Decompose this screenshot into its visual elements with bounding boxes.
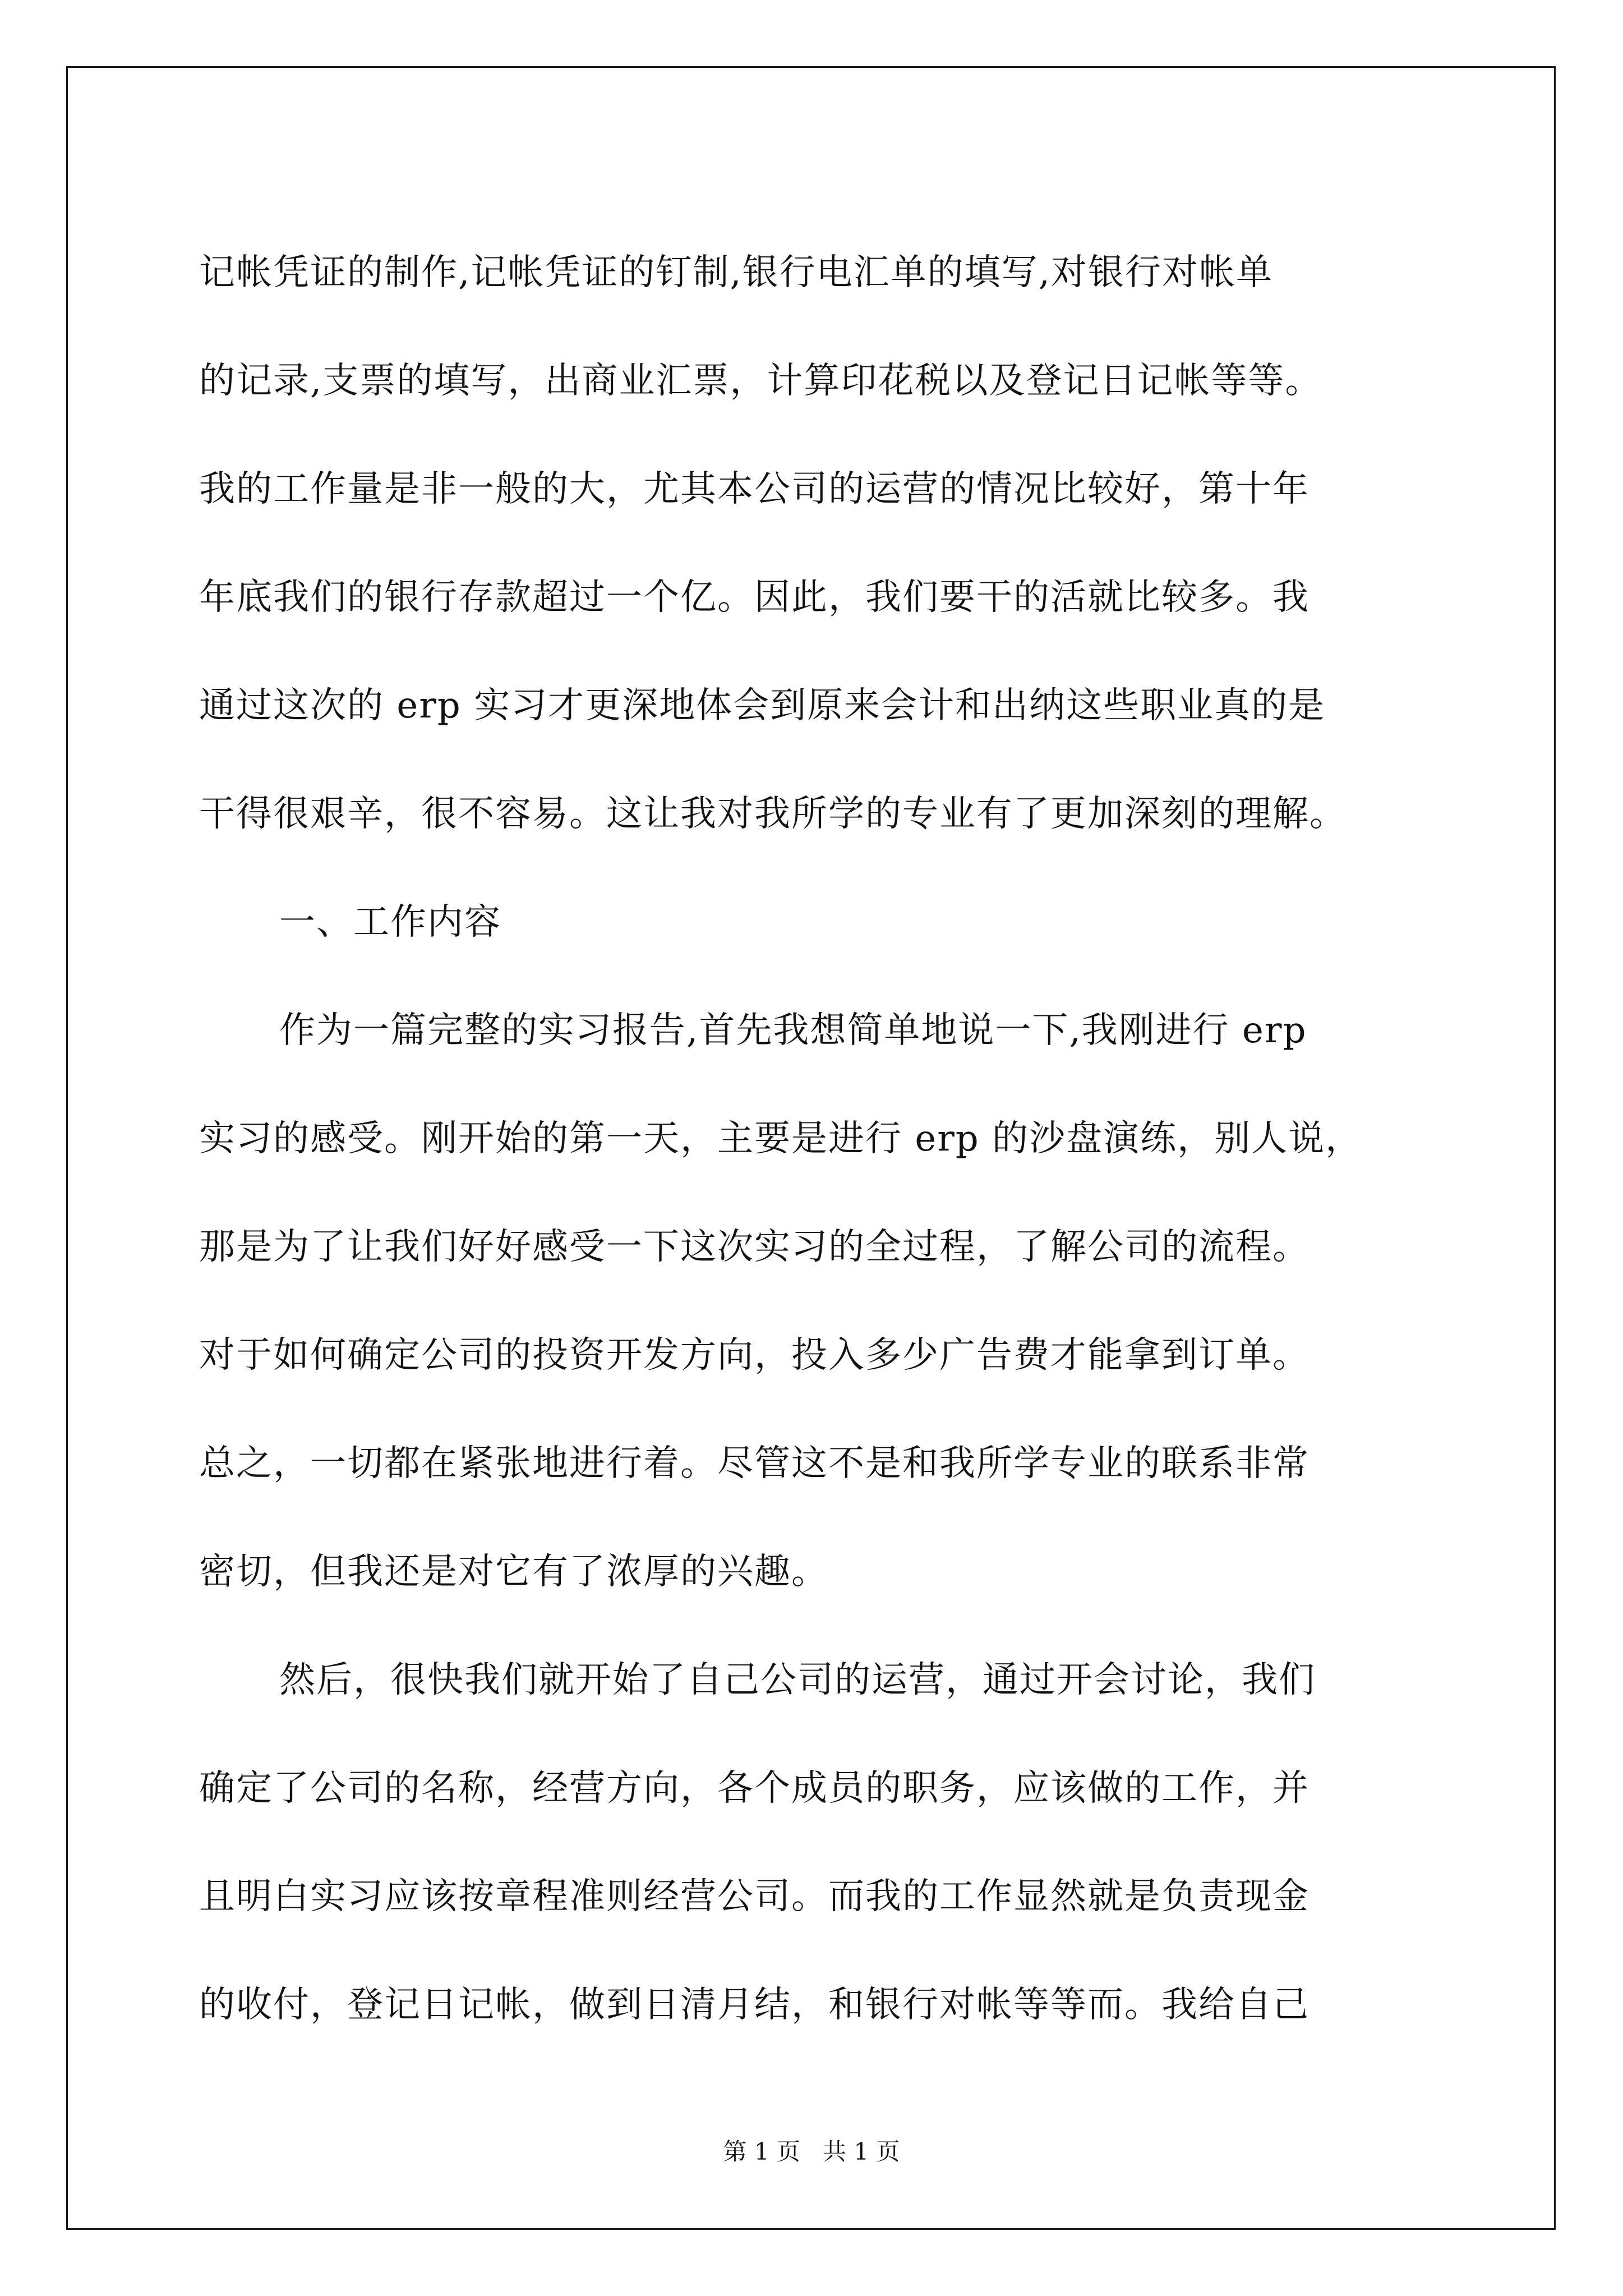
- paragraph-start-line: 作为一篇完整的实习报告,首先我想简单地说一下,我刚进行 erp: [279, 1010, 1307, 1051]
- text-line: 密切，但我还是对它有了浓厚的兴趣。: [199, 1551, 828, 1593]
- text-line: 年底我们的银行存款超过一个亿。因此，我们要干的活就比较多。我: [199, 577, 1310, 618]
- paragraph-start-line: 然后，很快我们就开始了自己公司的运营，通过开会讨论，我们: [279, 1659, 1316, 1701]
- text-line: 记帐凭证的制作,记帐凭证的钉制,银行电汇单的填写,对银行对帐单: [199, 252, 1274, 293]
- text-line: 我的工作量是非一般的大，尤其本公司的运营的情况比较好，第十年: [199, 468, 1310, 510]
- text-line: 总之，一切都在紧张地进行着。尽管这不是和我所学专业的联系非常: [199, 1443, 1310, 1484]
- text-line: 的收付，登记日记帐，做到日清月结，和银行对帐等等而。我给自己: [199, 1984, 1310, 2026]
- section-heading: 一、工作内容: [279, 901, 501, 943]
- text-line: 通过这次的 erp 实习才更深地体会到原来会计和出纳这些职业真的是: [199, 685, 1326, 726]
- text-line: 对于如何确定公司的投资开发方向，投入多少广告费才能拿到订单。: [199, 1335, 1310, 1376]
- page-footer: 第 1 页 共 1 页: [723, 2138, 900, 2165]
- document-body: [199, 219, 1433, 2059]
- text-line: 实习的感受。刚开始的第一天，主要是进行 erp 的沙盘演练，别人说，: [199, 1118, 1363, 1159]
- text-line: 且明白实习应该按章程准则经营公司。而我的工作显然就是负责现金: [199, 1876, 1310, 1917]
- text-line: 的记录,支票的填写，出商业汇票，计算印花税以及登记日记帐等等。: [199, 360, 1322, 402]
- text-line: 干得很艰辛，很不容易。这让我对我所学的专业有了更加深刻的理解。: [199, 793, 1347, 835]
- text-line: 那是为了让我们好好感受一下这次实习的全过程，了解公司的流程。: [199, 1226, 1310, 1268]
- text-line: 确定了公司的名称，经营方向，各个成员的职务，应该做的工作，并: [199, 1768, 1310, 1809]
